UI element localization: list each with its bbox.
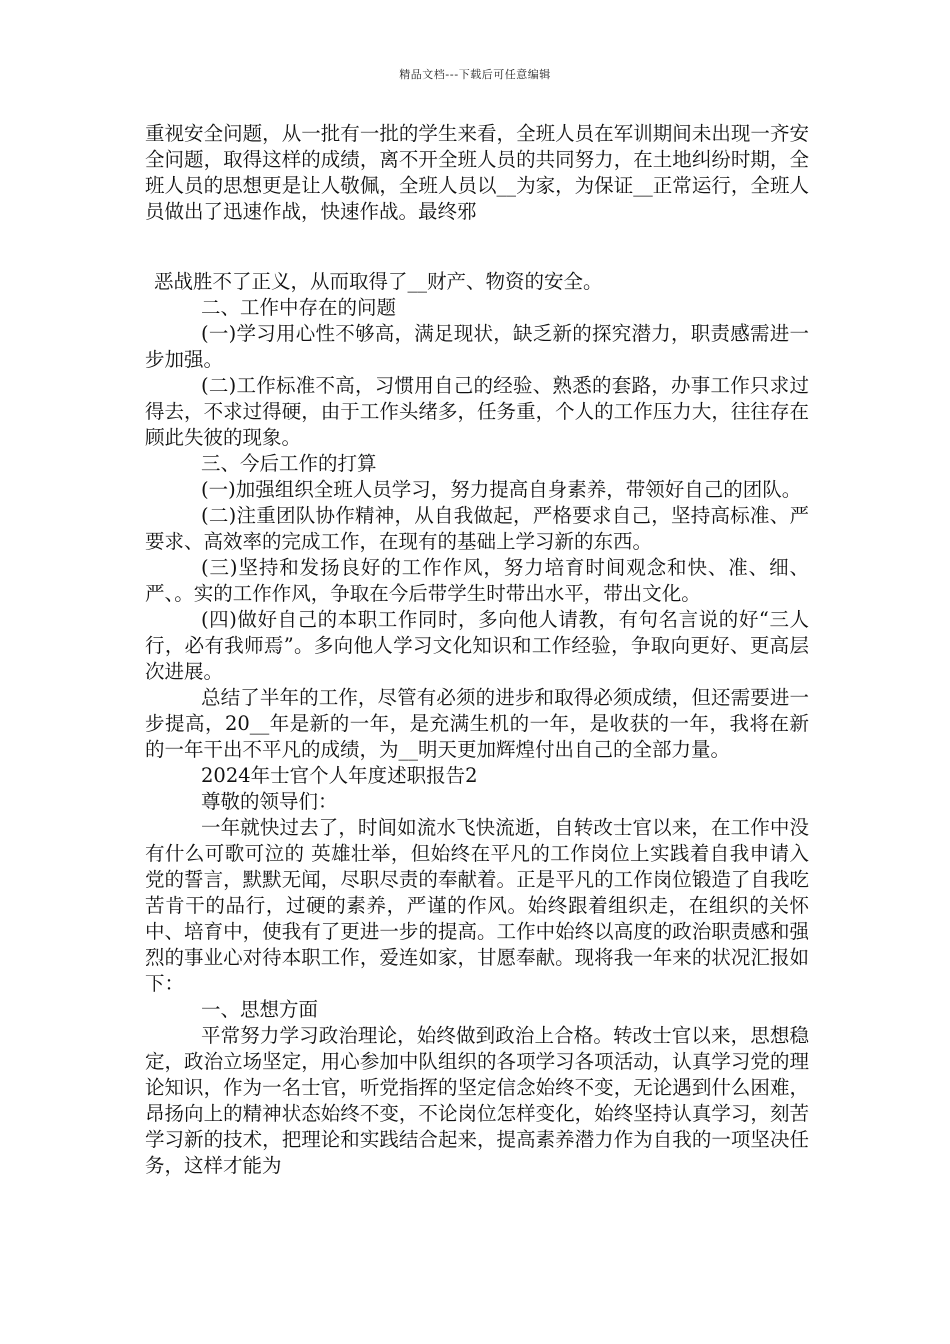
- paragraph: 总结了半年的工作，尽管有必须的进步和取得必须成绩，但还需要进一步提高，20__年是新的一年，是充满生机的一年，是收获的一年，我将在新的一年干出不平凡的成绩，为__明天更加辉煌付出自己的全部力量。: [145, 686, 809, 761]
- paragraph: (三)坚持和发扬良好的工作作风，努力培育时间观念和快、准、细、严、。实的工作作风，争取在今后带学生时带出水平，带出文化。: [145, 556, 809, 605]
- page-header: 精品文档---下载后可任意编辑: [399, 68, 551, 81]
- paragraph: (二)注重团队协作精神，从自我做起，严格要求自己，坚持高标准、严要求、高效率的完成工作，在现有的基础上学习新的东西。: [145, 504, 809, 553]
- paragraph: 恶战胜不了正义，从而取得了__财产、物资的安全。: [154, 270, 603, 293]
- paragraph: 平常努力学习政治理论，始终做到政治上合格。转改士官以来，思想稳定，政治立场坚定，用心参加中队组织的各项学习各项活动，认真学习党的理论知识，作为一名士官，听党指挥的坚定信念始终不变，无论遇到什么困难，昂扬向上的精神状态始终不变，不论岗位怎样变化，始终坚持认真学习，刻苦学习新的技术，把理论和实践结合起来，提高素养潜力作为自我的一项坚决任务，这样才能为: [145, 1024, 809, 1177]
- section-heading: 一、思想方面: [201, 998, 319, 1021]
- paragraph: (一)加强组织全班人员学习，努力提高自身素养，带领好自己的团队。: [201, 478, 802, 501]
- section-heading: 三、今后工作的打算: [201, 452, 377, 475]
- paragraph: (四)做好自己的本职工作同时，多向他人请教，有句名言说的好“三人行，必有我师焉”。多向他人学习文化知识和工作经验，争取向更好、更高层次进展。: [145, 608, 809, 683]
- document-body: [145, 121, 809, 1179]
- paragraph: 一年就快过去了，时间如流水飞快流逝，自转改士官以来，在工作中没有什么可歌可泣的 英雄壮举，但始终在平凡的工作岗位上实践着自我申请入党的誓言，默默无闻，尽职尽责的奉献着。正是平凡的工作岗位锻造了自我吃苦肯干的品行，过硬的素养，严谨的作风。始终跟着组织走，在组织的关怀中、培育中，使我有了更进一步的提高。工作中始终以高度的政治职责感和强烈的事业心对待本职工作，爱连如家，甘愿奉献。现将我一年来的状况汇报如下：: [145, 816, 809, 995]
- salutation: 尊敬的领导们：: [201, 790, 338, 813]
- paragraph: (二)工作标准不高，习惯用自己的经验、熟悉的套路，办事工作只求过得去，不求过得硬，由于工作头绪多，任务重，个人的工作压力大，往往存在顾此失彼的现象。: [145, 374, 809, 449]
- document-title: 2024年士官个人年度述职报告2: [201, 764, 478, 787]
- section-heading: 二、工作中存在的问题: [201, 296, 397, 319]
- paragraph: (一)学习用心性不够高，满足现状，缺乏新的探究潜力，职责感需进一步加强。: [145, 322, 809, 371]
- paragraph: 重视安全问题，从一批有一批的学生来看，全班人员在军训期间未出现一齐安全问题，取得这样的成绩，离不开全班人员的共同努力，在土地纠纷时期，全班人员的思想更是让人敬佩，全班人员以__为家，为保证__正常运行，全班人员做出了迅速作战，快速作战。最终邪: [145, 122, 809, 223]
